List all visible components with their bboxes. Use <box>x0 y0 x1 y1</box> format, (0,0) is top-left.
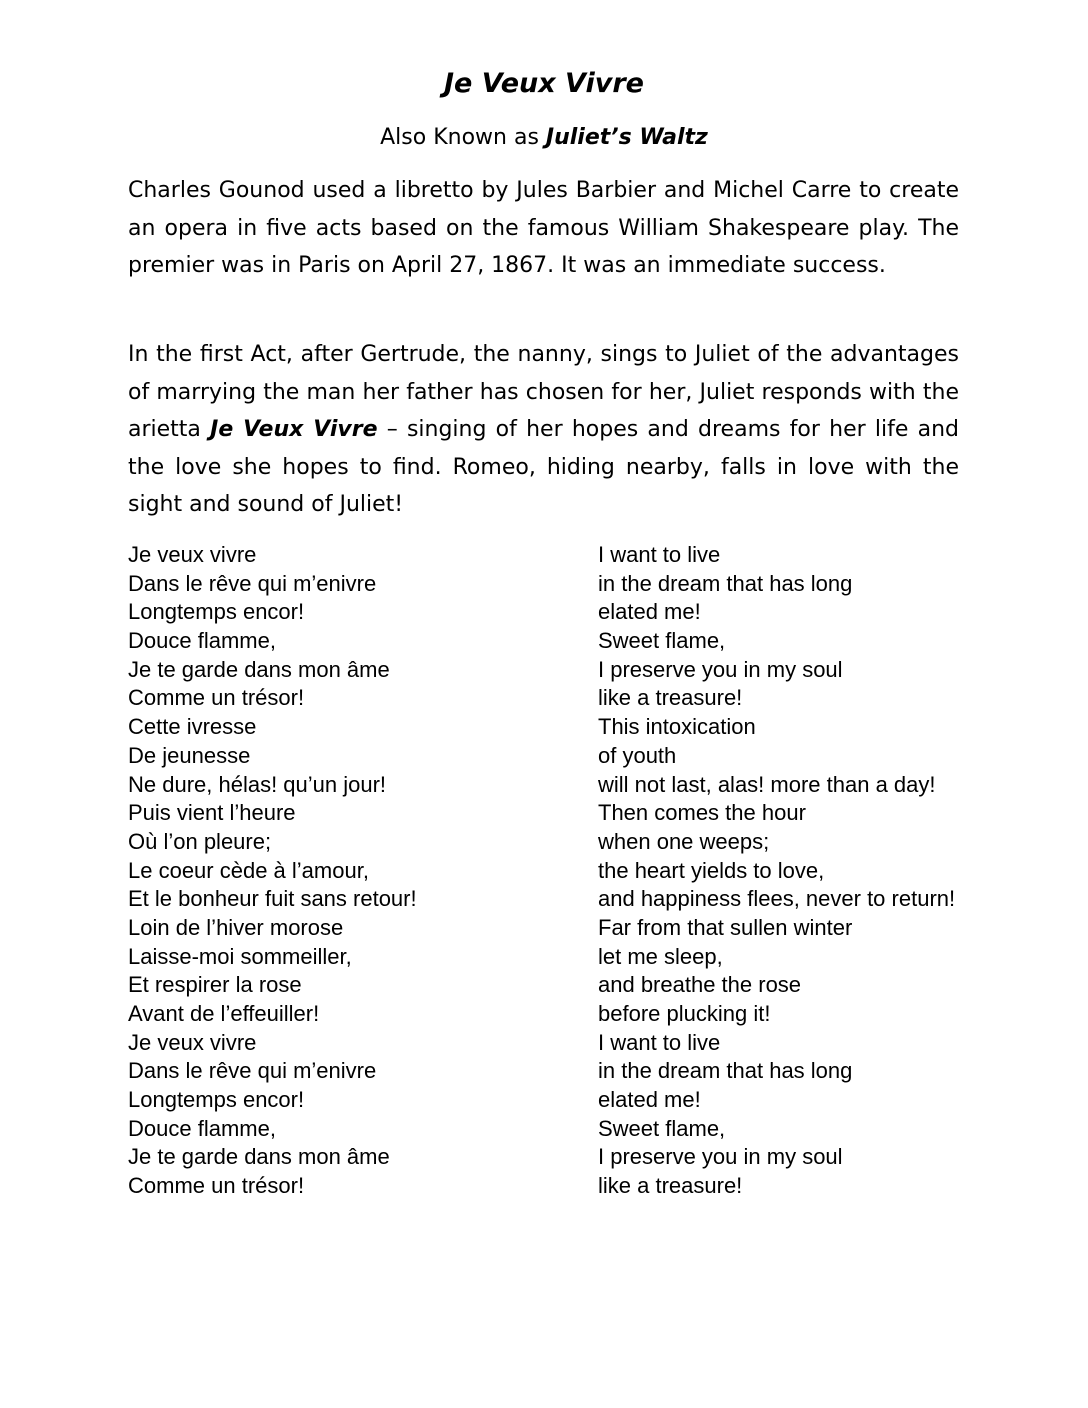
lyric-line-french: Laisse-moi sommeiller, <box>128 943 352 969</box>
lyric-line-french: Dans le rêve qui m’enivre <box>128 1058 377 1084</box>
lyric-line-english: and breathe the rose <box>598 972 802 998</box>
lyric-line-french: Longtemps encor! <box>128 1087 305 1113</box>
lyric-line-french: Avant de l’effeuiller! <box>128 1001 320 1026</box>
lyric-line-english: Then comes the hour <box>598 800 806 826</box>
lyric-line-english: in the dream that has long <box>598 570 853 596</box>
lyric-line-english: Sweet flame, <box>598 628 726 654</box>
lyric-line-english: like a treasure! <box>598 1173 743 1199</box>
lyric-line-english: This intoxication <box>598 714 756 740</box>
lyric-line-english: I preserve you in my soul <box>598 1144 843 1170</box>
lyric-line-french: Ne dure, hélas! qu’un jour! <box>128 771 387 797</box>
lyric-line-french: Et le bonheur fuit sans retour! <box>128 886 417 912</box>
lyric-line-english: like a treasure! <box>598 685 743 711</box>
lyric-line-english: I want to live <box>598 542 721 567</box>
lyric-line-french: Douce flamme, <box>128 1115 276 1141</box>
lyric-line-english: of youth <box>598 742 677 768</box>
act-paragraph-part1: In the first Act, after Gertrude, the nanny, sings to Juliet of the advantages of marrying the man her father has chosen for her, Juliet responds with the arietta <box>128 342 959 443</box>
lyric-line-english: before plucking it! <box>598 1001 771 1026</box>
lyric-line-french: Comme un trésor! <box>128 685 305 711</box>
lyrics-french-column <box>128 541 417 1201</box>
act-paragraph-emphasis: Je Veux Vivre <box>210 417 378 443</box>
lyric-line-french: De jeunesse <box>128 742 251 768</box>
lyric-line-french: Dans le rêve qui m’enivre <box>128 570 377 596</box>
lyric-line-english: elated me! <box>598 1087 701 1113</box>
lyric-line-english: the heart yields to love, <box>598 857 825 883</box>
lyric-line-french: Je te garde dans mon âme <box>128 1144 390 1170</box>
lyric-line-french: Et respirer la rose <box>128 972 302 998</box>
lyric-line-english: I preserve you in my soul <box>598 656 843 682</box>
lyric-line-english: I want to live <box>598 1029 721 1055</box>
lyric-line-english: in the dream that has long <box>598 1058 853 1084</box>
intro-paragraph: Charles Gounod used a libretto by Jules Barbier and Michel Carre to create an opera in five acts based on the famous William Shakespeare play. The premier was in Paris on April 27, 1867. It was an immediate success. <box>128 178 959 279</box>
lyric-line-english: Sweet flame, <box>598 1115 726 1141</box>
lyric-line-french: Le coeur cède à l’amour, <box>128 857 369 883</box>
lyric-line-french: Douce flamme, <box>128 628 276 654</box>
lyric-line-french: Je te garde dans mon âme <box>128 656 390 682</box>
subtitle-prefix: Also Known as <box>380 125 546 150</box>
lyric-line-french: Loin de l’hiver morose <box>128 914 344 940</box>
lyric-line-french: Je veux vivre <box>128 1029 257 1055</box>
lyric-line-english: elated me! <box>598 599 701 625</box>
lyric-line-english: will not last, alas! more than a day! <box>598 771 936 797</box>
lyrics-english-column <box>598 541 955 1201</box>
subtitle-emphasis: Juliet’s Waltz <box>545 125 708 150</box>
page-subtitle <box>0 123 1088 153</box>
lyric-line-english: Far from that sullen winter <box>598 914 853 940</box>
lyric-line-english: let me sleep, <box>598 943 723 969</box>
act-paragraph-part2: – singing of her hopes and dreams for her life and the love she hopes to find. Romeo, hiding nearby, falls in love with the sight and sound of Juliet! <box>128 417 960 518</box>
lyric-line-french: Comme un trésor! <box>128 1173 305 1199</box>
lyric-line-french: Je veux vivre <box>128 542 257 567</box>
page-title: Je Veux Vivre <box>444 68 644 99</box>
act-paragraph <box>128 336 959 524</box>
lyric-line-english: and happiness flees, never to return! <box>598 886 956 912</box>
lyric-line-french: Cette ivresse <box>128 714 257 740</box>
lyric-line-french: Puis vient l’heure <box>128 800 296 826</box>
lyric-line-french: Où l’on pleure; <box>128 828 272 854</box>
lyric-line-english: when one weeps; <box>598 828 770 854</box>
lyric-line-french: Longtemps encor! <box>128 599 305 625</box>
